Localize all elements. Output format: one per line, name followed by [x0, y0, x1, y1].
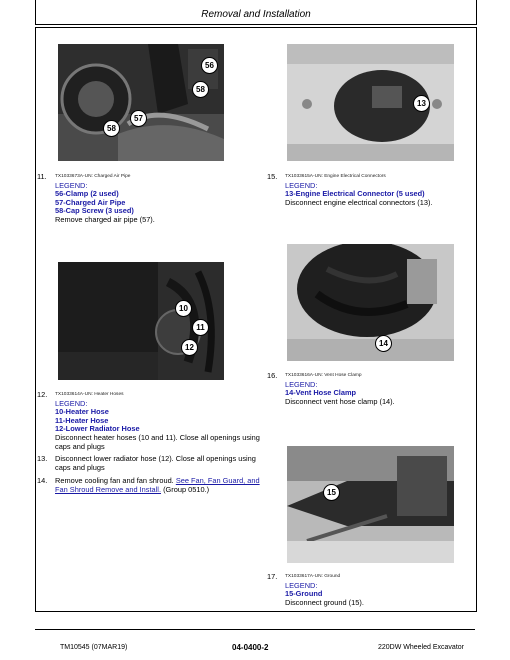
step-text: Remove cooling fan and fan shroud. [55, 476, 174, 485]
step-15 [267, 173, 467, 207]
legend-heading: LEGEND: [285, 379, 318, 389]
legend-heading: LEGEND: [55, 180, 88, 190]
legend-heading: LEGEND: [55, 398, 88, 408]
photo-heater-hoses [58, 262, 224, 380]
callout-12: 12 [181, 339, 198, 356]
step-17 [267, 573, 467, 607]
callout-11: 11 [192, 319, 209, 336]
callout-57: 57 [130, 110, 147, 127]
photo-engine-electrical-connectors [287, 44, 454, 161]
legend-item: 10-Heater Hose [55, 407, 109, 417]
step-text: Remove charged air pipe (57). [55, 214, 155, 224]
photo-vent-hose-clamp-art [287, 244, 454, 361]
callout-58: 58 [103, 120, 120, 137]
step-number: 14. [37, 476, 48, 485]
callout-14: 14 [375, 335, 392, 352]
callout-13: 13 [413, 95, 430, 112]
step-text: Disconnect engine electrical connectors (13). [285, 197, 433, 207]
step-number: 11. [37, 172, 47, 181]
figure-caption: TX1033616A-UN: Vent Hose Clamp [285, 373, 362, 378]
photo-vent-hose-clamp [287, 244, 454, 361]
callout-58: 58 [192, 81, 209, 98]
figure-caption: TX1033615A-UN: Engine Electrical Connectors [285, 174, 386, 179]
legend-item: 14-Vent Hose Clamp [285, 388, 357, 398]
step-number: 16. [267, 371, 278, 380]
header-frame [35, 0, 477, 25]
legend-item: 12-Lower Radiator Hose [55, 424, 140, 434]
legend-heading: LEGEND: [285, 580, 318, 590]
step-12 [37, 391, 267, 451]
page-title: Removal and Installation [201, 9, 311, 20]
step-text: Disconnect lower radiator hose (12). Close all openings using caps and plugs [55, 454, 256, 472]
legend-item: 57-Charged Air Pipe [55, 197, 126, 207]
footer-divider [35, 629, 475, 630]
callout-15: 15 [323, 484, 340, 501]
legend-item: 15-Ground [285, 589, 323, 599]
step-text: Disconnect vent hose clamp (14). [285, 396, 395, 406]
legend-item: 13-Engine Electrical Connector (5 used) [285, 189, 425, 199]
figure-caption: TX1033673A-UN: Charged Air Pipe [55, 174, 131, 179]
legend-item: 11-Heater Hose [55, 415, 109, 425]
photo-charged-air-pipe-art [58, 44, 224, 161]
step-text-suffix: (Group 0510.) [163, 484, 210, 494]
cross-reference-link[interactable]: See Fan, Fan Guard, and Fan Shroud Remove and Install. [55, 476, 260, 494]
step-text: Disconnect ground (15). [285, 597, 364, 607]
photo-ground-art [287, 446, 454, 563]
footer-machine-name: 220DW Wheeled Excavator [378, 644, 464, 651]
figure-caption: TX1033617A-UN: Ground [285, 574, 341, 579]
callout-10: 10 [175, 300, 192, 317]
footer-page-number: 04-0400-2 [232, 643, 269, 652]
legend-heading: LEGEND: [285, 180, 318, 190]
step-16 [267, 372, 467, 406]
step-14 [37, 477, 272, 494]
legend-item: 58-Cap Screw (3 used) [55, 206, 134, 216]
step-text: Disconnect heater hoses (10 and 11). Close all openings using caps and plugs [55, 432, 260, 451]
legend-item: 56-Clamp (2 used) [55, 189, 119, 199]
step-11 [37, 173, 247, 225]
step-number: 15. [267, 172, 278, 181]
footer-manual-id: TM10545 (07MAR19) [60, 644, 128, 651]
step-13 [37, 455, 272, 472]
callout-56: 56 [201, 57, 218, 74]
step-number: 13. [37, 454, 48, 463]
photo-ground [287, 446, 454, 563]
photo-charged-air-pipe [58, 44, 224, 161]
step-number: 12. [37, 390, 48, 399]
step-number: 17. [267, 572, 278, 581]
figure-caption: TX1033614A-UN: Heater Hoses [55, 392, 124, 397]
